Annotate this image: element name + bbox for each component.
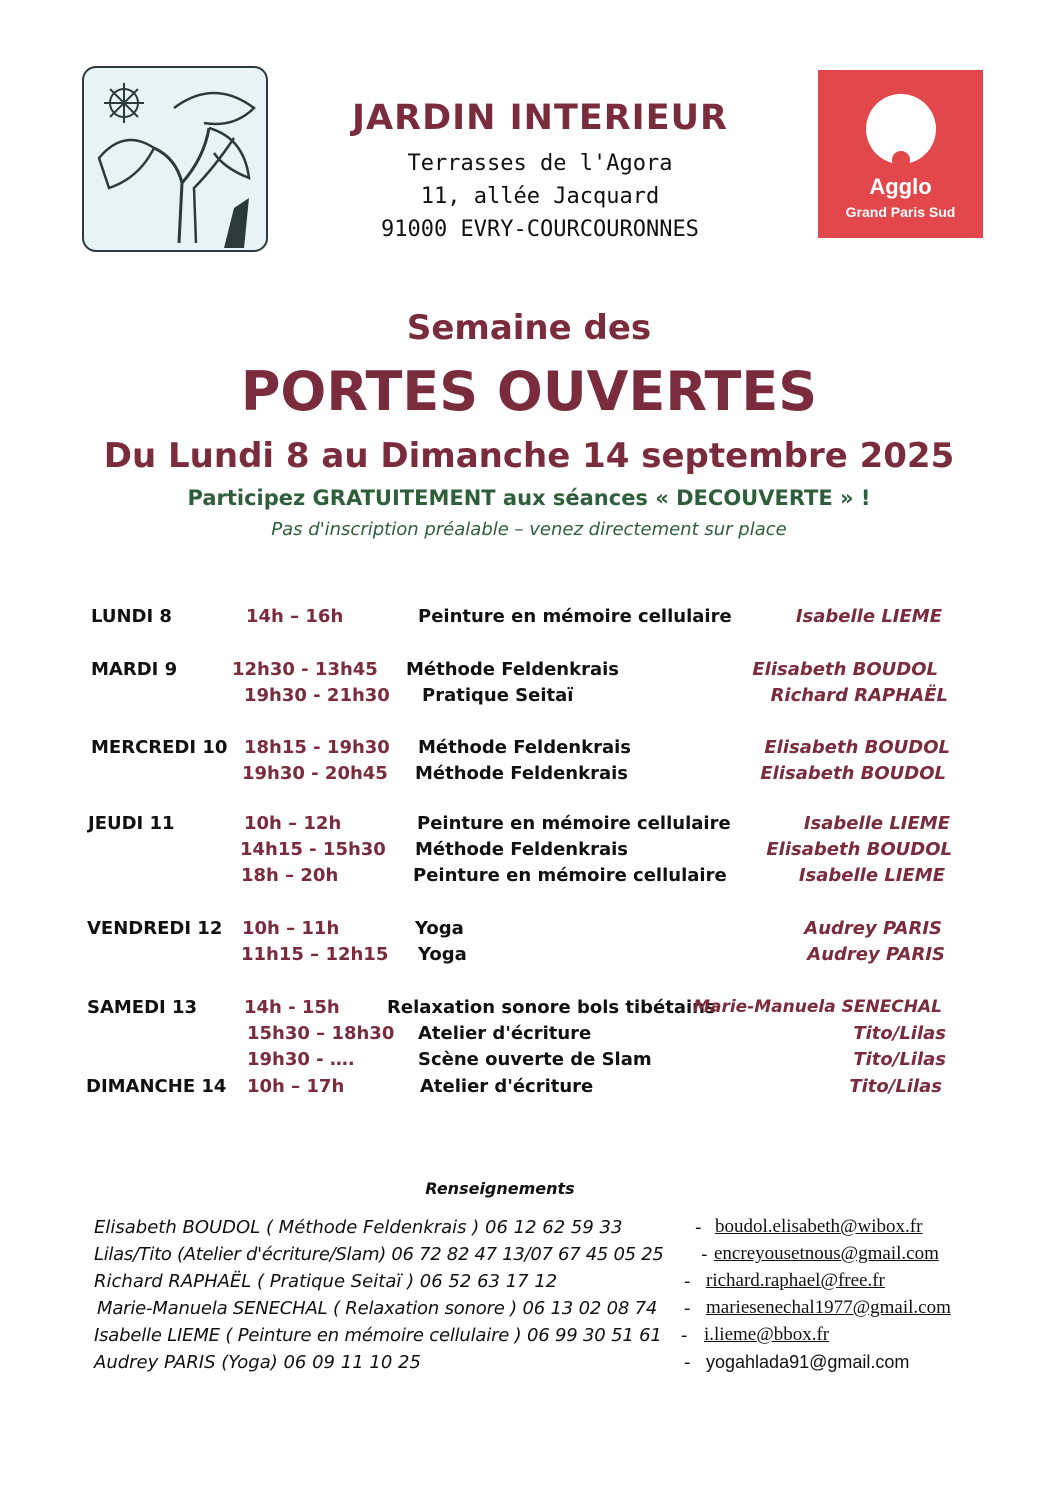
address-line-2: 11, allée Jacquard xyxy=(420,184,660,209)
schedule-day: JEUDI 11 xyxy=(88,813,175,834)
schedule-teacher: Richard RAPHAËL xyxy=(770,685,948,706)
schedule-teacher: Tito/Lilas xyxy=(853,1023,946,1044)
schedule-time: 10h – 11h xyxy=(242,918,340,939)
schedule-time: 14h15 - 15h30 xyxy=(240,839,386,860)
contacts-heading: Renseignements xyxy=(425,1179,575,1198)
contact-dash: - xyxy=(684,1271,691,1292)
org-title: JARDIN INTERIEUR xyxy=(352,98,728,138)
contact-email[interactable]: i.lieme@bbox.fr xyxy=(704,1324,830,1345)
event-subtitle: Semaine des xyxy=(406,308,652,348)
schedule-activity: Pratique Seitaï xyxy=(422,685,574,706)
contact-dash: - xyxy=(701,1244,708,1265)
schedule-activity: Peinture en mémoire cellulaire xyxy=(413,865,727,886)
contact-email[interactable]: encreyousetnous@gmail.com xyxy=(714,1243,939,1264)
schedule-teacher: Audrey PARIS xyxy=(807,944,945,965)
schedule-time: 19h30 - 20h45 xyxy=(242,763,388,784)
schedule-time: 12h30 - 13h45 xyxy=(232,659,378,680)
contact-info: Elisabeth BOUDOL ( Méthode Feldenkrais ) 06 12 62 59 33 xyxy=(94,1217,623,1238)
schedule-teacher: Tito/Lilas xyxy=(853,1049,946,1070)
event-cta: Participez GRATUITEMENT aux séances « DECOUVERTE » ! xyxy=(187,486,871,510)
schedule-teacher: Audrey PARIS xyxy=(804,918,942,939)
schedule-activity: Atelier d'écriture xyxy=(418,1023,592,1044)
schedule-activity: Peinture en mémoire cellulaire xyxy=(417,813,731,834)
schedule-day: MERCREDI 10 xyxy=(91,737,228,758)
contact-dash: - xyxy=(684,1298,691,1319)
event-dates: Du Lundi 8 au Dimanche 14 septembre 2025 xyxy=(103,436,955,476)
schedule-activity: Méthode Feldenkrais xyxy=(406,659,619,680)
schedule-activity: Yoga xyxy=(418,944,467,965)
schedule-day: SAMEDI 13 xyxy=(87,997,198,1018)
contact-info: Lilas/Tito (Atelier d'écriture/Slam) 06 72 82 47 13/07 67 45 05 25 xyxy=(94,1244,664,1265)
contact-email[interactable]: richard.raphael@free.fr xyxy=(706,1270,885,1291)
schedule-time: 19h30 - …. xyxy=(247,1049,355,1070)
schedule-teacher: Isabelle LIEME xyxy=(803,813,950,834)
schedule-activity: Atelier d'écriture xyxy=(420,1076,594,1097)
schedule-day: MARDI 9 xyxy=(91,659,178,680)
contact-info: Isabelle LIEME ( Peinture en mémoire cellulaire ) 06 99 30 51 61 xyxy=(94,1325,662,1346)
contact-email[interactable]: boudol.elisabeth@wibox.fr xyxy=(715,1216,923,1237)
contact-dash: - xyxy=(681,1325,688,1346)
address-line-3: 91000 EVRY-COURCOURONNES xyxy=(381,217,699,242)
contact-dash: - xyxy=(695,1217,702,1238)
schedule-activity: Méthode Feldenkrais xyxy=(415,763,628,784)
schedule-teacher: Marie-Manuela SENECHAL xyxy=(693,997,942,1017)
tree-drawing-icon xyxy=(84,68,266,250)
schedule-day: LUNDI 8 xyxy=(91,606,172,627)
address-line-1: Terrasses de l'Agora xyxy=(407,151,673,176)
schedule-time: 18h – 20h xyxy=(241,865,339,886)
schedule-teacher: Isabelle LIEME xyxy=(798,865,945,886)
schedule-time: 15h30 – 18h30 xyxy=(247,1023,395,1044)
schedule-teacher: Isabelle LIEME xyxy=(795,606,942,627)
schedule-activity: Scène ouverte de Slam xyxy=(418,1049,652,1070)
schedule-time: 11h15 – 12h15 xyxy=(241,944,389,965)
agglo-subtitle: Grand Paris Sud xyxy=(845,204,956,220)
schedule-teacher: Elisabeth BOUDOL xyxy=(764,737,950,758)
schedule-day: DIMANCHE 14 xyxy=(86,1076,227,1097)
schedule-teacher: Elisabeth BOUDOL xyxy=(760,763,946,784)
schedule-time: 10h – 12h xyxy=(244,813,342,834)
schedule-activity: Relaxation sonore bols tibétains xyxy=(387,997,716,1018)
schedule-teacher: Elisabeth BOUDOL xyxy=(766,839,952,860)
schedule-teacher: Tito/Lilas xyxy=(849,1076,942,1097)
contact-info: Marie-Manuela SENECHAL ( Relaxation sonore ) 06 13 02 08 74 xyxy=(97,1298,658,1319)
schedule-activity: Méthode Feldenkrais xyxy=(418,737,631,758)
contact-email[interactable]: mariesenechal1977@gmail.com xyxy=(706,1297,951,1318)
contact-info: Richard RAPHAËL ( Pratique Seitaï ) 06 52 63 17 12 xyxy=(94,1271,558,1292)
schedule-activity: Méthode Feldenkrais xyxy=(415,839,628,860)
schedule-day: VENDREDI 12 xyxy=(87,918,223,939)
event-note: Pas d'inscription préalable – venez directement sur place xyxy=(271,519,787,540)
schedule-time: 18h15 - 19h30 xyxy=(244,737,390,758)
agglo-name: Agglo xyxy=(869,174,932,199)
schedule-activity: Peinture en mémoire cellulaire xyxy=(418,606,732,627)
agglo-circle-icon xyxy=(864,92,938,166)
schedule-time: 19h30 - 21h30 xyxy=(244,685,390,706)
event-title: PORTES OUVERTES xyxy=(240,360,818,423)
jardin-interieur-logo xyxy=(82,66,268,252)
schedule-time: 14h - 15h xyxy=(244,997,340,1018)
agglo-logo xyxy=(818,70,983,238)
contact-email[interactable]: yogahlada91@gmail.com xyxy=(706,1352,910,1372)
contact-info: Audrey PARIS (Yoga) 06 09 11 10 25 xyxy=(94,1352,421,1373)
schedule-teacher: Elisabeth BOUDOL xyxy=(752,659,938,680)
schedule-time: 10h – 17h xyxy=(247,1076,345,1097)
schedule-time: 14h – 16h xyxy=(246,606,344,627)
contact-dash: - xyxy=(684,1352,691,1373)
schedule-activity: Yoga xyxy=(415,918,464,939)
